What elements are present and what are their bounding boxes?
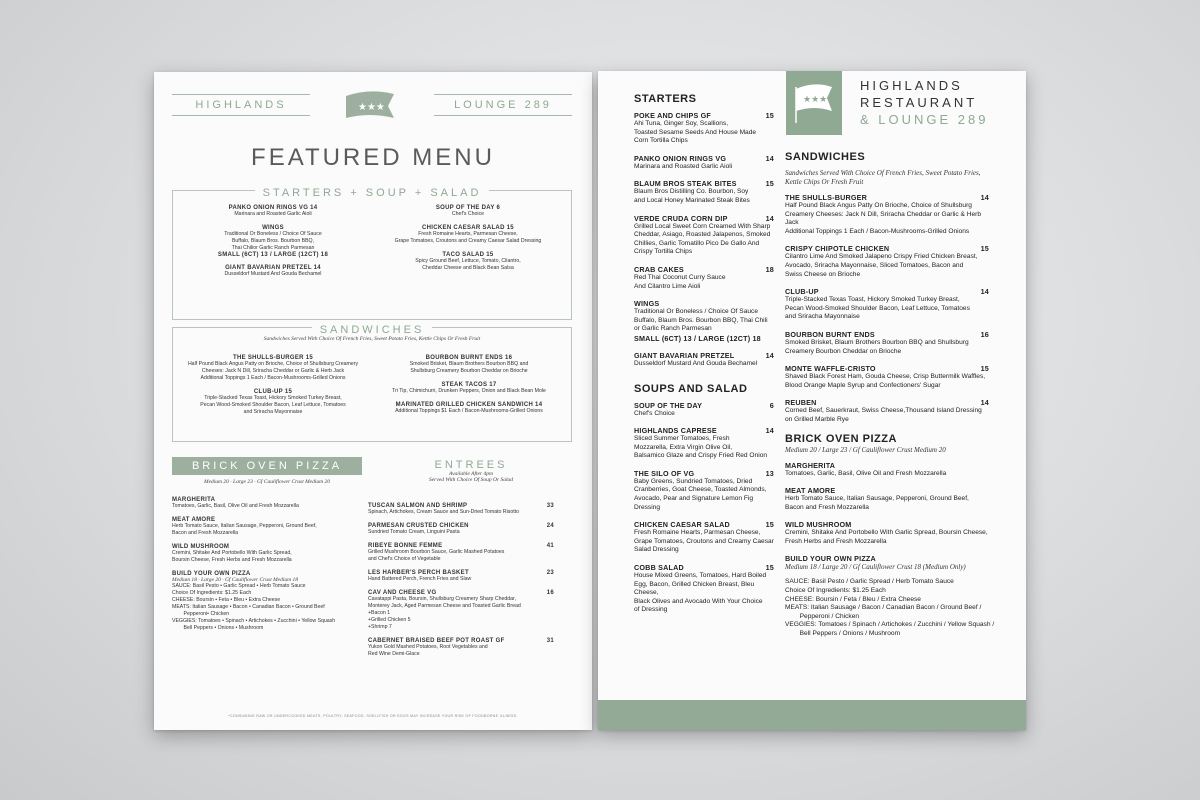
item-description: Cheddar Cheese and Black Bean Salsa [422,265,514,271]
item-description: Avocado, Pear and Signature Lemon Fig Dressing [634,495,754,511]
right-column-2 [785,151,995,647]
item-description: Chillies, Garlic Tomatillo Pico De Gallo And [634,239,760,247]
subtitle-line: Kettle Chips Or Fresh Fruit [785,178,864,186]
item-description: Grilled Local Sweet Corn Creamed With Sharp [634,222,771,230]
right-column-1 [634,93,774,623]
item-name: CHICKEN CAESAR SALAD 15 [422,225,514,231]
item-description: Shaved Black Forest Ham, Gouda Cheese, Crisp Buttermilk Waffles, [785,373,986,381]
item-description: Crispy Tortilla Chips [634,248,693,256]
item-description: Salad Dressing [634,546,679,554]
item-description: on Grilled Marble Rye [785,415,849,423]
item-description: Sundried Tomato Cream, Linguini Pasta [368,529,460,535]
item-price: 16 [980,329,989,339]
item-description: Yukon Gold Mashed Potatoes, Root Vegetables and [368,644,488,650]
menu-item [373,355,565,375]
item-description: Corned Beef, Sauerkraut, Swiss Cheese,Thousand Island Dressing [785,407,982,415]
menu-item [373,402,565,415]
item-description: Grape Tomatoes, Croutons and Creamy Caesar Salad Dressing [394,238,542,244]
item-description: +Shrimp 7 [368,624,392,630]
menu-item [785,364,989,390]
item-description: Buffalo, Blaum Bros. Bourbon BBQ, [231,238,315,244]
item-name: TACO SALAD 15 [442,252,494,258]
item-description: Chef's Choice [634,409,675,417]
item-subtitle: Medium 18 · Large 20 · Gf Cauliflower Crust Medium 18 [172,577,298,583]
menu-item [172,544,362,564]
item-description: Herb Tomato Sauce, Italian Sausage, Pepperoni, Ground Beef, [785,495,969,503]
item-name: WINGS [634,299,660,309]
item-name: MEAT AMORE [785,486,836,496]
menu-item [368,543,554,563]
item-description: MEATS: Italian Sausage • Bacon • Canadian Bacon • Ground Beef [172,604,325,610]
item-name-row [785,330,989,339]
pizza-subtitle: Medium 20 · Large 23 · Gf Cauliflower Crust Medium 20 [204,479,330,485]
item-description: Toasted Sesame Seeds And House Made [634,128,757,136]
item-name-row [634,426,774,435]
starters-section [172,187,572,320]
item-name-row [634,351,774,360]
item-description: Cavatappi Pasta, Boursin, Shullsburg Creamery Sharp Cheddar, [368,596,516,602]
item-name: VERDE CRUDA CORN DIP [634,213,728,223]
banner-lounge: LOUNGE 289 [434,94,572,116]
item-description: Blaum Bros Distilling Co. Bourbon, Soy [634,188,749,196]
item-price: 15 [980,364,989,374]
item-description: Pecan Wood-Smoked Shoulder Bacon, Leaf Lettuce, Tomatoes [200,402,346,408]
menu-item [368,590,554,631]
item-description: And Cilantro Lime Aioli [634,282,701,290]
item-name: MARGHERITA [785,460,836,470]
item-description: Pecan Wood-Smoked Shoulder Bacon, Leaf Lettuce, Tomatoes [785,304,970,312]
menu-item [373,252,563,272]
item-description: Ahi Tuna, Ginger Soy, Scallions, [634,120,729,127]
item-description: Thai Chilior Garlic Ranch Parmesan [231,245,315,251]
item-price: 18 [765,264,774,274]
section-subtitle: Medium 20 / Large 23 / Gf Cauliflower Crust Medium 20 [785,445,946,454]
item-description: and Local Honey Marinated Steak Bites [634,196,750,204]
menu-item [368,638,554,658]
item-name-row [634,154,774,163]
item-price: 33 [546,503,554,509]
item-price: 41 [546,543,554,549]
item-description: Fresh Romaine Hearts, Parmesan Cheese, [418,231,518,237]
item-name-row [634,111,774,120]
item-description: Baby Greens, Sundried Tomatoes, Dried [634,477,753,485]
item-name: COBB SALAD [634,563,684,573]
item-description: Corn Tortilla Chips [634,137,688,145]
item-price-line: SMALL (6CT) 13 / LARGE (12CT) 18 [634,333,761,343]
page-title: FEATURED MENU [251,144,495,171]
item-description: Smoked Brisket, Blaum Brothers Bourbon BBQ and Shullsburg [785,338,969,346]
item-description: Additional Toppings 1 Each / Bacon-Mushrooms-Grilled Onions [200,375,346,381]
logo-badge [786,71,842,135]
menu-item [634,563,774,615]
menu-item [634,426,774,461]
menu-item [634,520,774,555]
item-price: 6 [769,400,774,410]
item-name: RIBEYE BONNE FEMME [368,543,443,549]
menu-item [373,382,565,395]
item-price: 31 [546,638,554,644]
starters-left-column [183,205,363,285]
item-name: LES HARBER'S PERCH BASKET [368,570,469,576]
item-name-row [634,401,774,410]
item-description: VEGGIES: Tomatoes • Spinach • Artichokes • Zucchini • Yellow Squash [172,618,336,624]
starters-heading: STARTERS + SOUP + SALAD [255,187,490,199]
item-description: Bell Peppers • Onions • Mushroom [172,625,264,631]
menu-item [634,401,774,419]
starters-right-column [373,205,563,279]
sandwiches-subtitle: Sandwiches Served With Choice Of French Fries, Sweet Potato Fries, Kettle Chips Or Fresh Fruit [263,336,481,342]
item-name: CLUB-UP [785,287,819,297]
item-name: POKE AND CHIPS GF [634,111,712,120]
menu-item [634,469,774,512]
item-description: Marinara and Roasted Garlic Aioli [634,162,733,170]
item-name-row [634,563,774,572]
item-name: SOUP OF THE DAY 6 [435,205,501,211]
item-name: CAV AND CHEESE VG [368,590,437,596]
item-name: MONTE WAFFLE-CRISTO [785,364,876,374]
item-description: Red Wine Demi-Glace [368,651,420,657]
menu-item [634,111,774,146]
item-description: Tri Tip, Chimichurri, Drunken Peppers, Onion and Black Bean Mole [392,388,546,394]
item-name-row [634,265,774,274]
build-your-own [172,571,362,632]
item-name-row [785,364,989,373]
section-heading: SANDWICHES [785,151,866,163]
item-description: Tomatoes, Garlic, Basil, Olive Oil and Fresh Mozzarella [785,469,947,477]
svg-text:★★★: ★★★ [803,95,828,105]
item-description: SAUCE: Basil Pesto • Garlic Spread • Herb Tomato Sauce [172,583,306,589]
item-description: MEATS: Italian Sausage / Bacon / Canadian Bacon / Ground Beef / [785,604,982,612]
entrees-header [368,459,574,483]
menu-item [634,265,774,291]
item-price: 16 [546,590,554,596]
item-description: Triple-Stacked Texas Toast, Hickory Smoked Turkey Breast, [785,296,960,304]
entrees-subtitle-1: Available After 4pm [449,471,493,477]
item-description: Marinara and Roasted Garlic Aioli [234,211,312,217]
menu-item [785,244,989,279]
item-description: Half Pound Black Angus Patty on Brioche, Choice of Shullsburg Creamery [187,361,359,367]
item-description: Smoked Brisket, Blaum Brothers Bourbon BBQ and [409,361,529,367]
menu-item [183,265,363,278]
item-name: GIANT BAVARIAN PRETZEL [634,350,735,360]
item-name: BUILD YOUR OWN PIZZA [785,554,876,564]
item-name-row [785,193,989,202]
logo-line-3: & LOUNGE 289 [860,112,989,127]
item-description: Pepperoni• Chicken [172,611,230,617]
item-description: +Bacon 1 [368,610,391,616]
item-name: CABERNET BRAISED BEEF POT ROAST GF [368,638,505,644]
item-price: 23 [546,570,554,576]
item-price: 14 [980,398,989,408]
item-name-row [634,214,774,223]
item-name-row [634,299,774,308]
item-name: GIANT BAVARIAN PRETZEL 14 [225,265,321,271]
logo-line-1: HIGHLANDS [860,78,963,93]
menu-item [785,398,989,424]
item-description: Bacon and Fresh Mozzarella [172,530,239,536]
item-name-row [634,179,774,188]
item-price: 15 [765,179,774,189]
item-description: Dusseldorf Mustard And Gouda Bechamel [634,359,758,367]
menu-item [785,330,989,356]
entrees-heading: ENTREES [434,459,508,471]
item-name: STEAK TACOS 17 [441,382,497,388]
item-price: 14 [980,193,989,202]
section-heading: SOUPS AND SALAD [634,382,748,395]
logo-line-2: RESTAURANT [860,95,978,110]
item-name: PANKO ONION RINGS VG 14 [228,205,318,211]
menu-item [172,517,362,537]
flag-logo-icon [340,88,400,122]
pizza-heading: BRICK OVEN PIZZA [172,457,362,475]
flag-logo-icon [786,71,842,135]
item-description: Sliced Summer Tomatoes, Fresh [634,435,730,443]
item-description: Creamery Cheeses: Jack N Dill, Sriracha Cheddar or Garlic & Herb Jack [785,210,982,227]
item-description: Fresh Romaine Hearts, Parmesan Cheese, [634,529,761,537]
menu-item [785,193,989,236]
item-price-line: SMALL (6CT) 13 / LARGE (12CT) 18 [217,252,329,258]
item-price: 14 [765,213,774,223]
menu-item [368,503,554,516]
item-description: Choice Of Ingredients: $1.25 Each [172,590,252,596]
item-description: House Mixed Greens, Tomatoes, Hard Boiled [634,572,767,580]
item-name-row [785,398,989,407]
logo-text [860,77,989,128]
item-description: VEGGIES: Tomatoes / Spinach / Artichokes / Zucchini / Yellow Squash / [785,621,995,629]
left-header [172,88,572,122]
item-description: Half Pound Black Angus Patty On Brioche, Choice of Shullsburg [785,202,972,209]
sandwiches-heading: SANDWICHES [312,324,433,336]
section-heading: STARTERS [634,93,697,105]
menu-item [634,179,774,205]
item-description: +Grilled Chicken 5 [368,617,411,623]
item-price: 13 [765,468,774,478]
item-name: CRISPY CHIPOTLE CHICKEN [785,244,890,254]
item-price: 15 [765,520,774,530]
item-description: Pepperoni / Chicken [785,612,860,620]
item-description: Black Olives and Avocado With Your Choice [634,597,763,605]
item-description: Chef's Choice [451,211,485,217]
item-name: WILD MUSHROOM [785,520,852,530]
item-description: Blood Orange Maple Syrup and Confectioners' Sugar [785,381,941,389]
item-name: WILD MUSHROOM [172,544,230,550]
item-description: Bell Peppers / Onions / Mushroom [785,630,901,638]
item-description: Fresh Herbs and Fresh Mozzarella [785,537,887,545]
item-name: THE SHULLS-BURGER 15 [232,355,313,361]
item-price: 15 [765,111,774,120]
item-description: Additional Toppings $1 Each / Bacon-Mushrooms-Grilled Onions [395,408,543,414]
item-price: 14 [765,153,774,163]
item-description: Balsamico Glaze and Crispy Fried Red Onion [634,452,768,460]
menu-item [634,299,774,343]
item-description: Boursin Cheese, Fresh Herbs and Fresh Mozzarella [172,557,292,563]
item-subtitle: Medium 18 / Large 20 / Gf Cauliflower Crust 18 (Medium Only) [785,563,966,572]
menu-item [785,520,989,546]
item-description: Spinach, Artichokes, Cream Sauce and Sun-Dried Tomato Risotto [368,509,519,515]
section-heading: BRICK OVEN PIZZA [785,432,897,445]
item-description: Avocado, Sriracha Mayonnaise, Sliced Tomatoes, Bacon and [785,261,964,269]
menu-item [634,214,774,257]
item-description: Egg, Bacon, Grilled Chicken Breast, Bleu Cheese, [634,580,755,597]
banner-highlands: HIGHLANDS [172,94,310,116]
item-description: CHEESE: Boursin / Feta / Bleu / Extra Cheese [785,595,921,603]
item-description: and Sriracha Mayonnaise [785,313,860,321]
item-name: CHICKEN CAESAR SALAD [634,520,730,530]
item-name: PARMESAN CRUSTED CHICKEN [368,523,469,529]
item-description: Cheddar, Asiago, Roasted Jalapenos, Smoked [634,231,771,239]
menu-item [634,351,774,369]
item-description: Grape Tomatoes, Croutons and Creamy Caesar [634,537,774,545]
item-name: REUBEN [785,398,817,408]
menu-item [368,570,554,583]
item-description: Grilled Mushroom Bourbon Sauce, Garlic Mashed Potatoes [368,549,505,555]
item-description: Creamery Bourbon Cheddar on Brioche [785,347,902,355]
item-price: 14 [765,350,774,360]
restaurant-menu-page [598,71,1026,730]
item-description: Monterey Jack, Aged Parmesan Cheese and Toasted Garlic Bread [368,603,521,609]
footnote: *CONSUMING RAW OR UNDERCOOKED MEATS, POULTRY, SEAFOOD, SHELLFISH OR EGGS MAY INCREASE YOUR RISK OF FOODBORNE ILLNESS. [228,714,518,718]
pizza-list [172,497,362,639]
item-name: THE SHULLS-BURGER [785,193,868,202]
item-name: THE SILO OF VG [634,468,695,478]
item-description: Dusseldorf Mustard And Gouda Bechamel [224,271,322,277]
item-description: Mozzarella, Extra Virgin Olive Oil, [634,443,733,451]
item-name: HIGHLANDS CAPRESE [634,426,717,436]
item-name: BLAUM BROS STEAK BITES [634,179,737,189]
item-name: BOURBON BURNT ENDS 16 [425,355,513,361]
menu-item [785,461,989,479]
item-description: Cremini, Shitake And Portobello With Garlic Spread, Boursin Cheese, [785,529,988,537]
item-description: Swiss Cheese on Brioche [785,270,861,278]
item-name-row [785,287,989,296]
item-name: BUILD YOUR OWN PIZZA [172,571,251,577]
green-footer-band [598,700,1026,730]
item-name: BOURBON BURNT ENDS [785,329,875,339]
item-name: PANKO ONION RINGS VG [634,153,727,163]
item-description: Traditional Or Boneless / Choice Of Sauce [224,231,322,237]
item-name: MARGHERITA [172,497,216,503]
item-name-row [634,469,774,478]
item-description: and Sriracha Mayonnaise [243,409,303,415]
item-name: SOUP OF THE DAY [634,400,703,410]
item-description: of Dressing [634,606,668,614]
item-description: Traditional Or Boneless / Choice Of Sauce [634,308,758,316]
item-name: MEAT AMORE [172,517,216,523]
item-price: 15 [765,563,774,573]
item-description: CHEESE: Boursin • Feta • Bleu • Extra Cheese [172,597,281,603]
menu-item [368,523,554,536]
menu-item [183,205,363,218]
menu-item [177,389,369,416]
menu-item [634,154,774,172]
item-description: Cheeses: Jack N Dill, Sriracha Cheddar or Garlic & Herb Jack [201,368,345,374]
item-name: MARINATED GRILLED CHICKEN SANDWICH 14 [395,402,543,408]
item-description: Cremini, Shitake And Portobello With Garlic Spread, [172,550,292,556]
item-name: WINGS [262,225,284,231]
item-price: 14 [980,287,989,297]
item-name: CRAB CAKES [634,264,684,274]
item-description: or Garlic Ranch Parmesan [634,325,712,333]
item-price: 24 [546,523,554,529]
item-description: and Chef's Choice of Vegetable [368,556,441,562]
item-description: Cilantro Lime And Smoked Jalapeno Crispy Fried Chicken Breast, [785,253,978,261]
menu-item [177,355,369,382]
item-description: Hand Battered Perch, French Fries and Slaw [368,576,472,582]
item-name: TUSCAN SALMON AND SHRIMP [368,503,468,509]
sandwiches-section [172,324,572,442]
section-subtitle [785,169,989,187]
item-description: Herb Tomato Sauce, Italian Sausage, Pepperoni, Ground Beef, [172,523,317,529]
item-description: Buffalo, Blaum Bros. Bourbon BBQ, Thai Chili [634,316,768,324]
build-your-own [785,554,995,638]
item-description: Choice Of Ingredients: $1.25 Each [785,587,886,595]
menu-item [183,225,363,258]
item-description: Shullsburg Creamery Bourbon Cheddar on Brioche [410,368,528,374]
featured-menu-page [154,72,592,730]
item-description: Spicy Ground Beef, Lettuce, Tomato, Cilantro, [415,258,521,264]
item-name: CLUB-UP 15 [253,389,293,395]
item-description: Cranberries, Goat Cheese, Toasted Almonds, [634,486,767,494]
item-description: SAUCE: Basil Pesto / Garlic Spread / Herb Tomato Sauce [785,578,954,586]
menu-item [785,287,989,322]
item-name-row [634,520,774,529]
item-description: Bacon and Fresh Mozzarella [785,503,869,511]
item-price: 15 [980,244,989,254]
menu-item [373,225,563,245]
svg-text:★★★: ★★★ [358,102,385,113]
subtitle-line: Sandwiches Served With Choice Of French Fries, Sweet Potato Fries, [785,169,981,177]
sandwiches-left-column [177,355,369,423]
item-description: Red Thai Coconut Curry Sauce [634,273,726,281]
item-description: Triple-Stacked Texas Toast, Hickory Smoked Turkey Breast, [204,395,342,401]
menu-item [373,205,563,218]
menu-item [785,486,989,512]
sandwiches-right-column [373,355,565,422]
item-price: 14 [765,426,774,436]
entrees-list [368,503,554,665]
entrees-subtitle-2: Served With Choice Of Soup Or Salad [428,477,514,483]
item-description: Tomatoes, Garlic, Basil, Olive Oil and Fresh Mozzarella [172,503,299,509]
menu-item [172,497,362,510]
item-description: Additional Toppings 1 Each / Bacon-Mushrooms-Grilled Onions [785,227,970,235]
item-name-row [785,244,989,253]
